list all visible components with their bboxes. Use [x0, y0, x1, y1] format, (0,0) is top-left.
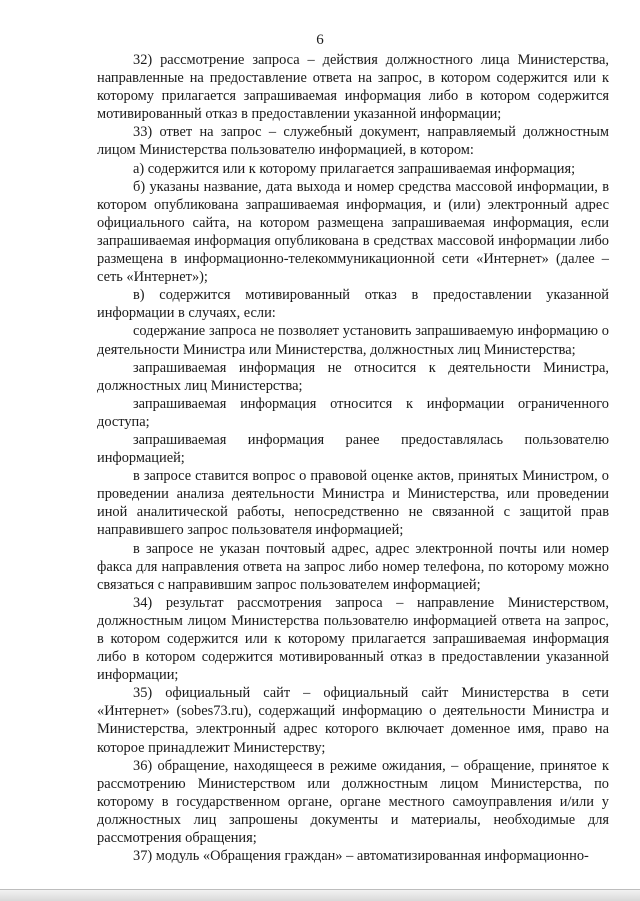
document-body [97, 51, 609, 865]
refusal-case-1: содержание запроса не позволяет установить запрашиваемую информацию о деятельности Министра или Министерства, должностных лиц Министерства; [97, 323, 609, 358]
refusal-case-2: запрашиваемая информация не относится к деятельности Министра, должностных лиц Министерства; [97, 359, 609, 394]
paragraph-33-b: б) указаны название, дата выхода и номер средства массовой информации, в котором опубликована запрашиваемая информация, и (или) электронный адрес официального сайта, на котором размещена запрашиваемая информация, если запрашиваемая информация опубликована в средствах массовой информации либо размещена в информационно-телекоммуникационной сети «Интернет» (далее – сеть «Интернет»); [97, 178, 609, 286]
paragraph-34: 34) результат рассмотрения запроса – направление Министерством, должностным лицом Министерства пользователю информацией ответа на запрос, в котором содержится или к которому прилагается запрашиваемая информация либо в котором содержится мотивированный отказ в предоставлении указанной информации; [97, 594, 609, 684]
refusal-case-5: в запросе ставится вопрос о правовой оценке актов, принятых Министром, о проведении анализа деятельности Министра и Министерства, или проведении иной аналитической работы, непосредственно не связанной с защитой прав направившего запрос пользователя информацией; [97, 468, 609, 539]
refusal-case-3: запрашиваемая информация относится к информации ограниченного доступа; [97, 395, 609, 430]
paragraph-33-v: в) содержится мотивированный отказ в предоставлении указанной информации в случаях, если: [97, 287, 609, 322]
paragraph-33-a: а) содержится или к которому прилагается запрашиваемая информация; [133, 160, 576, 177]
page-number: 6 [316, 32, 324, 48]
paragraph-32: 32) рассмотрение запроса – действия должностного лица Министерства, направленные на предоставление ответа на запрос, в котором содержится или к которому прилагается запрашиваемая информация либо в котором содержится мотивированный отказ в предоставлении указанной информации; [97, 52, 609, 123]
refusal-case-4: запрашиваемая информация ранее предоставлялась пользователю информацией; [97, 431, 609, 467]
paragraph-37: 37) модуль «Обращения граждан» – автоматизированная информационно- [133, 848, 589, 865]
refusal-case-6: в запросе не указан почтовый адрес, адрес электронной почты или номер факса для направления ответа на запрос либо номер телефона, по которому можно связаться с направившим запрос пользователем информацией; [97, 540, 609, 593]
page-bottom-edge [0, 889, 640, 901]
paragraph-33: 33) ответ на запрос – служебный документ, направляемый должностным лицом Министерства пользователю информацией, в котором: [97, 124, 609, 159]
paragraph-36: 36) обращение, находящееся в режиме ожидания, – обращение, принятое к рассмотрению Министерством или должностным лицом Министерства, по которому в государственном органе, органе местного самоуправления и/или у должностных лиц запрошены документы и материалы, необходимые для рассмотрения обращения; [97, 757, 609, 847]
paragraph-35: 35) официальный сайт – официальный сайт Министерства в сети «Интернет» (sobes73.ru), содержащий информацию о деятельности Министра и Министерства, электронный адрес которого включает доменное имя, право на которое принадлежит Министерству; [97, 685, 609, 756]
